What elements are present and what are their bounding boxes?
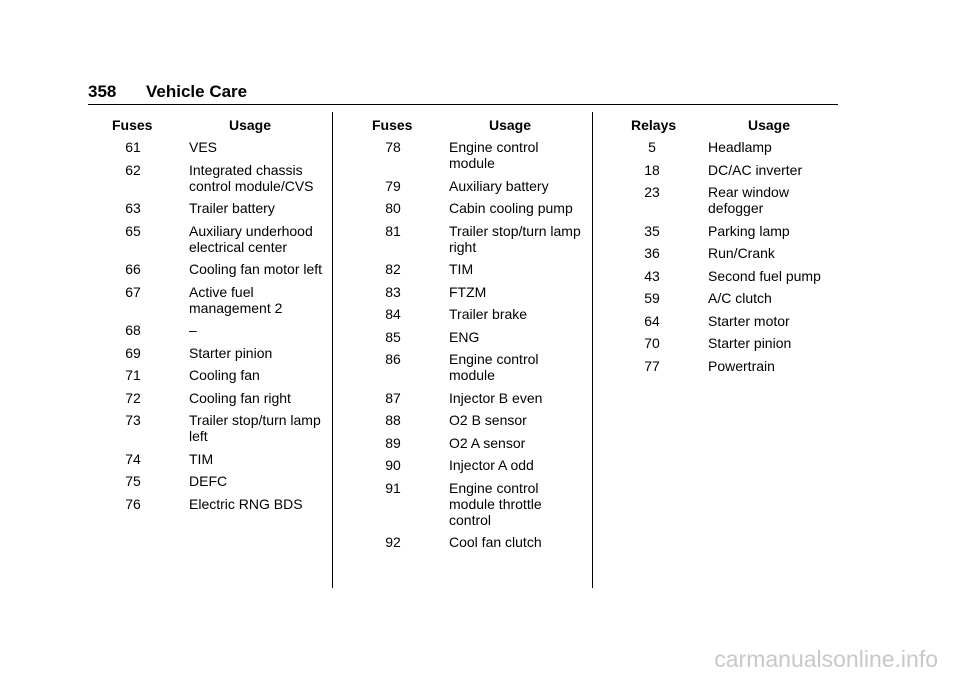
table-header <box>631 117 843 139</box>
header-usage: Usage <box>489 117 532 133</box>
fuse-usage: Active fuel management 2 <box>189 283 283 316</box>
fuse-number: 59 <box>644 290 660 306</box>
fuse-number: 68 <box>125 322 141 338</box>
section-title: Vehicle Care <box>146 82 248 101</box>
fuse-usage: Trailer stop/turn lamp left <box>189 412 321 444</box>
table-row <box>112 162 324 194</box>
fuse-number: 23 <box>644 184 660 200</box>
fuse-usage: – <box>189 322 197 338</box>
fuse-number: 66 <box>125 261 141 277</box>
fuse-usage: Starter pinion <box>189 344 273 361</box>
fuse-number: 73 <box>125 412 141 428</box>
table-row <box>112 451 324 467</box>
fuse-usage: Parking lamp <box>708 222 790 239</box>
fuse-number: 74 <box>125 450 141 467</box>
fuse-table-left <box>112 117 324 518</box>
fuse-number: 86 <box>385 351 401 367</box>
table-row <box>112 367 324 383</box>
table-row <box>112 345 324 361</box>
fuse-usage: Engine control module throttle control <box>449 479 542 528</box>
table-row <box>631 139 843 155</box>
fuse-usage: Auxiliary underhood electrical center <box>189 222 313 255</box>
fuse-usage: Cool fan clutch <box>449 534 542 550</box>
header-usage: Usage <box>229 117 272 133</box>
fuse-number: 71 <box>125 367 141 383</box>
table-row <box>112 473 324 489</box>
page-number: 358 <box>88 82 117 101</box>
header-id: Fuses <box>372 117 413 133</box>
table-row <box>112 322 324 338</box>
table-row <box>372 178 584 194</box>
table-header <box>112 117 324 139</box>
table-row <box>112 200 324 216</box>
column-divider <box>592 112 593 588</box>
fuse-number: 70 <box>644 335 660 351</box>
table-row <box>112 261 324 277</box>
fuse-number: 76 <box>125 495 141 512</box>
fuse-usage: Second fuel pump <box>708 267 821 284</box>
fuse-usage: Auxiliary battery <box>449 177 549 194</box>
table-row <box>112 284 324 316</box>
fuse-number: 84 <box>385 306 401 322</box>
table-row <box>372 534 584 550</box>
fuse-usage: DEFC <box>189 473 228 489</box>
watermark: carmanualsonline.info <box>714 646 938 672</box>
fuse-usage: Trailer brake <box>449 306 528 322</box>
table-row <box>631 335 843 351</box>
table-header <box>372 117 584 139</box>
fuse-usage: Cooling fan right <box>189 389 291 406</box>
table-row <box>631 184 843 216</box>
fuse-number: 82 <box>385 261 401 277</box>
fuse-usage: Integrated chassis control module/CVS <box>189 161 314 194</box>
relay-table-right <box>631 117 843 380</box>
table-row <box>112 390 324 406</box>
fuse-number: 63 <box>125 200 141 216</box>
fuse-usage: ENG <box>449 328 480 345</box>
fuse-usage: VES <box>189 139 218 155</box>
header-id: Fuses <box>112 117 153 133</box>
fuse-usage: O2 B sensor <box>449 412 527 428</box>
fuse-usage: Rear window defogger <box>708 184 789 216</box>
table-row <box>372 284 584 300</box>
fuse-usage: Trailer battery <box>189 200 275 216</box>
fuse-table-middle <box>372 117 584 557</box>
table-row <box>372 412 584 428</box>
fuse-usage: FTZM <box>449 283 487 300</box>
fuse-usage: Electric RNG BDS <box>189 495 303 512</box>
fuse-number: 83 <box>385 283 401 300</box>
table-row <box>372 390 584 406</box>
fuse-number: 85 <box>385 328 401 345</box>
fuse-usage: Cabin cooling pump <box>449 200 573 216</box>
table-row <box>372 435 584 451</box>
table-row <box>372 139 584 171</box>
fuse-usage: Injector A odd <box>449 457 534 473</box>
fuse-number: 18 <box>644 161 660 178</box>
fuse-number: 81 <box>385 222 401 239</box>
table-row <box>372 261 584 277</box>
fuse-usage: Engine control module <box>449 139 539 171</box>
fuse-number: 77 <box>644 357 660 374</box>
table-row <box>372 223 584 255</box>
table-row <box>112 139 324 155</box>
table-row <box>372 457 584 473</box>
fuse-number: 43 <box>644 267 660 284</box>
table-row <box>372 306 584 322</box>
fuse-number: 65 <box>125 222 141 239</box>
fuse-usage: O2 A sensor <box>449 434 526 451</box>
fuse-number: 72 <box>125 389 141 406</box>
fuse-number: 67 <box>125 283 141 300</box>
fuse-number: 92 <box>385 534 401 550</box>
fuse-number: 62 <box>125 161 141 178</box>
fuse-number: 90 <box>385 457 401 473</box>
table-row <box>631 162 843 178</box>
fuse-usage: Headlamp <box>708 139 772 155</box>
fuse-number: 35 <box>644 222 660 239</box>
fuse-number: 61 <box>125 139 141 155</box>
table-row <box>631 358 843 374</box>
fuse-usage: Injector B even <box>449 389 543 406</box>
fuse-number: 64 <box>644 312 660 329</box>
table-row <box>631 313 843 329</box>
header-usage: Usage <box>748 117 791 133</box>
fuse-usage: Starter pinion <box>708 335 792 351</box>
table-row <box>631 290 843 306</box>
fuse-usage: Trailer stop/turn lamp right <box>449 222 581 255</box>
fuse-usage: Cooling fan <box>189 367 260 383</box>
fuse-number: 69 <box>125 344 141 361</box>
fuse-usage: Engine control module <box>449 351 539 383</box>
table-row <box>372 351 584 383</box>
fuse-number: 36 <box>644 245 660 261</box>
fuse-number: 87 <box>385 389 401 406</box>
page-header <box>88 82 838 105</box>
fuse-number: 75 <box>125 473 141 489</box>
fuse-number: 89 <box>385 434 401 451</box>
fuse-usage: Cooling fan motor left <box>189 261 323 277</box>
table-row <box>112 496 324 512</box>
fuse-usage: DC/AC inverter <box>708 161 803 178</box>
header-id: Relays <box>631 117 677 133</box>
fuse-number: 78 <box>385 139 401 155</box>
table-row <box>631 268 843 284</box>
fuse-usage: A/C clutch <box>708 290 772 306</box>
fuse-number: 80 <box>385 200 401 216</box>
fuse-number: 91 <box>385 479 401 496</box>
fuse-number: 88 <box>385 412 401 428</box>
table-row <box>372 200 584 216</box>
table-row <box>631 245 843 261</box>
table-row <box>631 223 843 239</box>
table-row <box>372 329 584 345</box>
fuse-number: 79 <box>385 177 401 194</box>
fuse-usage: TIM <box>189 450 214 467</box>
fuse-usage: Run/Crank <box>708 245 775 261</box>
fuse-usage: Starter motor <box>708 312 790 329</box>
table-row <box>112 412 324 444</box>
table-row <box>112 223 324 255</box>
fuse-usage: TIM <box>449 261 474 277</box>
fuse-usage: Powertrain <box>708 357 775 374</box>
column-divider <box>332 112 333 588</box>
table-row <box>372 480 584 528</box>
fuse-number: 5 <box>648 139 656 155</box>
